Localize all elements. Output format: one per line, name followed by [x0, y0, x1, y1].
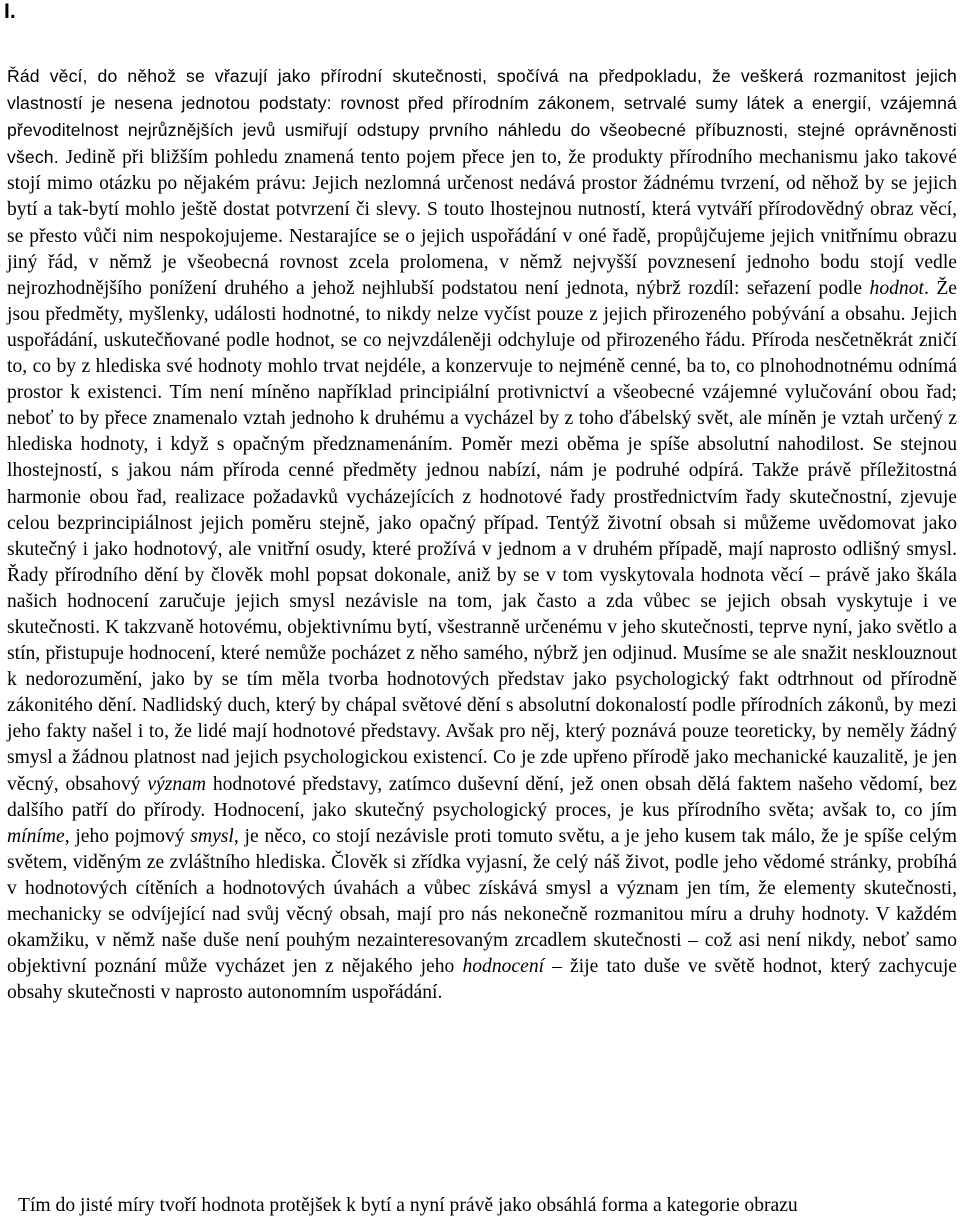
- paragraph-1-text-f: – žije tato duše ve světě hodnot, který zachycuje obsahy skutečnosti v naprosto autonomním uspořádání.: [7, 956, 957, 1004]
- body-paragraph-2: Tím do jisté míry tvoří hodnota protějšek k bytí a nyní právě jako obsáhlá forma a kategorie obrazu: [18, 1195, 798, 1216]
- emphasis-hodnoceni: hodnocení: [462, 956, 545, 978]
- paragraph-1-text-a: Jedině při bližším pohledu znamená tento pojem přece jen to, že produkty přírodního mechanismu jako takové stojí mimo otázku po nějakém právu: Jejich nezlomná určenost nedává prostor žádnému tvrzení, od něhož by se jejich bytí a tak-bytí mohlo ještě dostat potvrzení či slevy. S touto lhostejnou nutností, která vytváří přírodovědný obraz věcí, se přesto vůči nim nespokojujeme. Nestarajíce se o jejich uspořádání v oné řadě, propůjčujeme jejich vnitřnímu obrazu jiný řád, v němž je všeobecná rovnost zcela prolomena, v němž nejvyšší povznesení jednoho bodu stojí vedle nejrozhodnějšího ponížení druhého a jehož nejhlubší podstatou není jednota, nýbrž rozdíl: seřazení podle: [7, 147, 957, 299]
- emphasis-hodnot: hodnot: [869, 277, 924, 299]
- emphasis-minime: míníme: [7, 825, 65, 847]
- paragraph-1-text-c: hodnotové představy, zatímco duševní dění, jež onen obsah dělá faktem našeho vědomí, bez dalšího patří do přírody. Hodnocení, jako skutečný psychologický proces, je kus přírodního světa; avšak to, co jím: [7, 773, 957, 821]
- paragraph-1-lead-text: Řád věcí, do něhož se vřazují jako přírodní skutečnosti, spočívá na předpokladu, že veškerá rozmanitost jejich vlastností je nesena jednotou podstaty: rovnost před přírodním zákonem, setrvalé sumy látek a energií, vzájemná převoditelnost nejrůznějších jevů usmiřují odstupy prvního náhledu do všeobecné příbuznosti, stejné oprávněnosti všech.: [7, 66, 957, 168]
- paragraph-1-text-d: , jeho pojmový: [64, 825, 191, 847]
- paragraph-1-text-b: . Že jsou předměty, myšlenky, události hodnotné, to nikdy nelze vyčíst pouze z jejich přirozeného pobývání a obsahu. Jejich uspořádání, uskutečňované podle hodnot, se co nejvzdáleněji odchyluje od přirozeného řádu. Příroda nesčetněkrát zničí to, co by z hlediska své hodnoty mohlo trvat nejdéle, a konzervuje to nejméně cenné, ba to, co plnohodnotnému odnímá prostor k existenci. Tím není míněno například principiální protivnictví a všeobecné vzájemné vylučování obou řad; neboť to by přece znamenalo vztah jednoho k druhému a vycházel by z toho ďábelský svět, ale míněn je vztah určený z hlediska hodnoty, i když s opačným předznamenáním. Poměr mezi oběma je spíše absolutní nahodilost. Se stejnou lhostejností, s jakou nám příroda cenné předměty jednou nabízí, nám je podruhé odpírá. Takže právě příležitostná harmonie obou řad, realizace požadavků vycházejících z hodnotové řady prostřednictvím řady skutečnostní, zjevuje celou bezprincipiálnost jejich poměru stejně, jako opačný případ. Tentýž životní obsah si můžeme uvědomovat jako skutečný i jako hodnotový, ale vnitřní osudy, které prožívá v jednom a v druhém případě, mají naprosto odlišný smysl. Řady přírodního dění by člověk mohl popsat dokonale, aniž by se v tom vyskytovala hodnota věcí – právě jako škála našich hodnocení zaručuje jejich smysl nezávisle na tom, jak často a zda vůbec se jejich obsah vyskytuje i ve skutečnosti. K takzvaně hotovému, objektivnímu bytí, všestranně určenému v jeho skutečnosti, teprve nyní, jako světlo a stín, přistupuje hodnocení, které nemůže pocházet z něho samého, nýbrž jen odjinud. Musíme se ale snažit nesklouznout k nedorozumění, jako by se tím měla tvorba hodnotových představ jako psychologický fakt odtrhnout od přírodně zákonitého dění. Nadlidský duch, který by chápal světové dění s absolutní dokonalostí podle přírodních zákonů, by mezi jeho fakty našel i to, že lidé mají hodnotové představy. Avšak pro něj, který poznává pouze teoreticky, by neměly žádný smysl a žádnou platnost nad jejich psychologickou existencí. Co je zde upřeno přírodě jako mechanické kauzalitě, je jen věcný, obsahový: [7, 277, 957, 795]
- paragraph-1-text-e: , je něco, co stojí nezávisle proti tomuto světu, a je jeho kusem tak málo, že je spíše celým světem, viděným ze zvláštního hlediska. Člověk si zřídka vyjasní, že celý náš život, podle jeho vědomé stránky, probíhá v hodnotových cítěních a hodnotových úvahách a vůbec získává smysl a význam jen tím, že elementy skutečnosti, mechanicky se odvíjející nad svůj věcný obsah, mají pro nás nekonečně rozmanitou míru a druhy hodnoty. V každém okamžiku, v němž naše duše není pouhým nezainteresovaným zrcadlem skutečnosti – což asi není nikdy, neboť samo objektivní poznání může vycházet jen z nějakého jeho: [7, 825, 958, 978]
- emphasis-smysl: smysl: [190, 825, 234, 847]
- body-paragraph-1: [7, 63, 957, 1006]
- emphasis-vyznam: význam: [147, 773, 207, 795]
- section-heading: I.: [4, 0, 16, 23]
